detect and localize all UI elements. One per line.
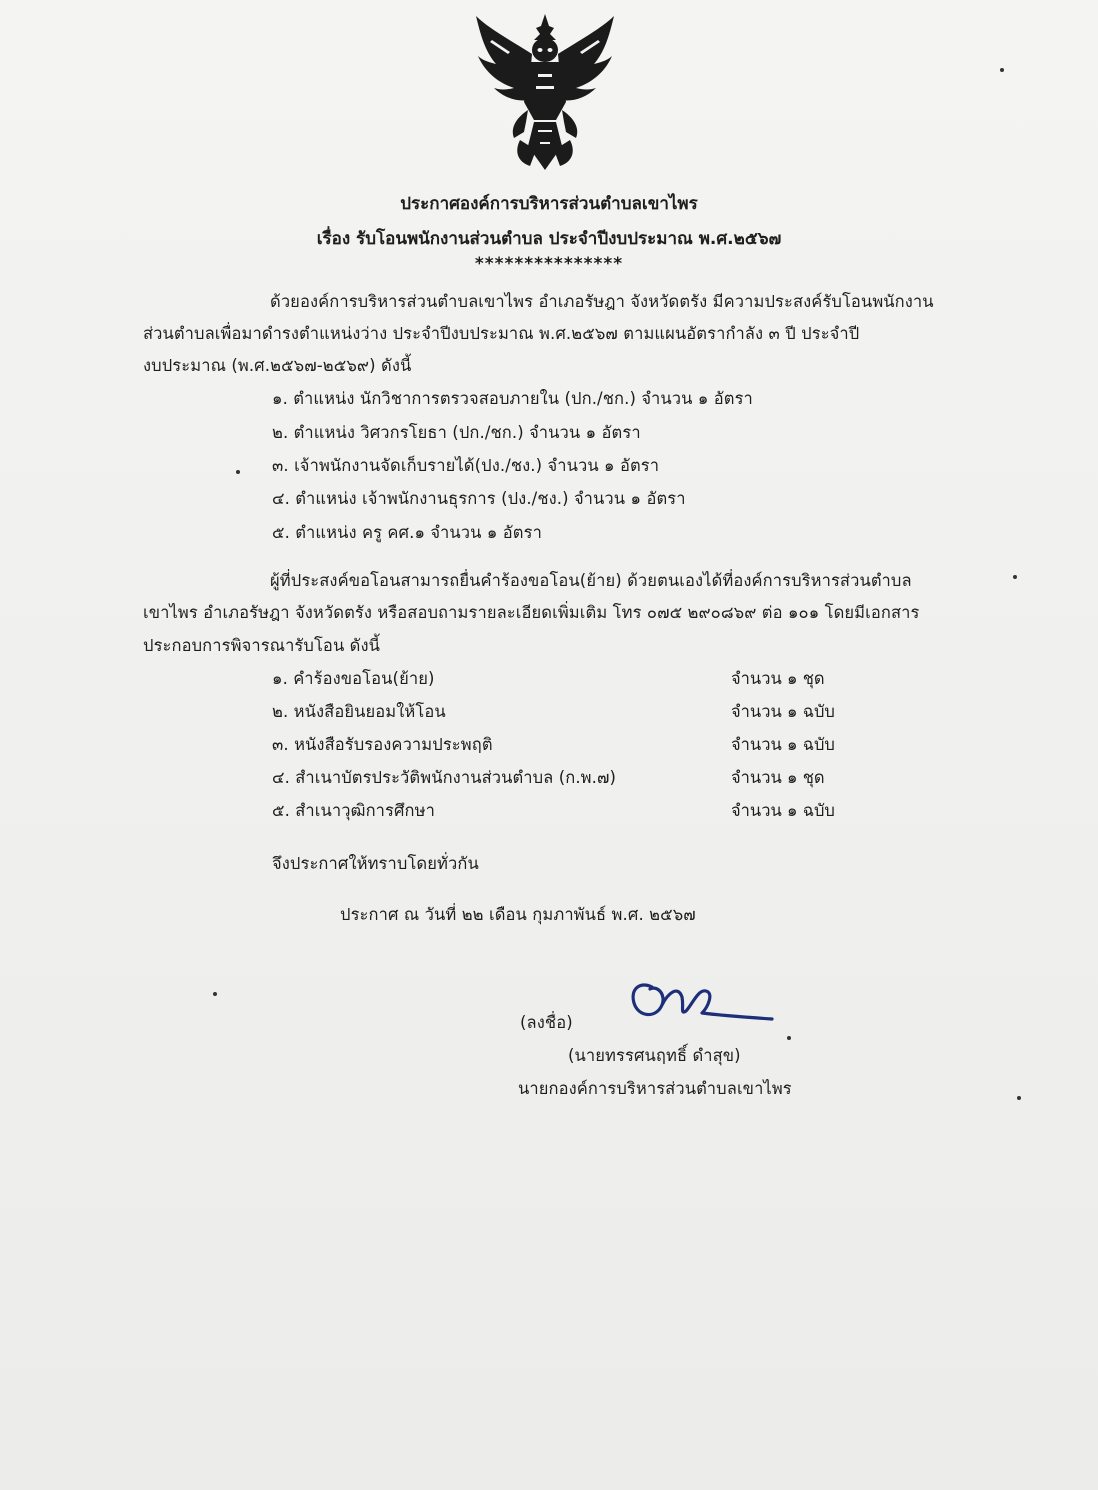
- apply-line-1: ผู้ที่ประสงค์ขอโอนสามารถยื่นคำร้องขอโอน(ย้าย) ด้วยตนเองได้ที่องค์การบริหารส่วนตำบล: [270, 571, 912, 590]
- announcement-subject: เรื่อง รับโอนพนักงานส่วนตำบล ประจำปีงบประมาณ พ.ศ.๒๕๖๗: [316, 229, 782, 249]
- document-item-qty: จำนวน ๑ ฉบับ: [731, 735, 835, 754]
- intro-line-2: ส่วนตำบลเพื่อมาดำรงตำแหน่งว่าง ประจำปีงบประมาณ พ.ศ.๒๕๖๗ ตามแผนอัตรากำลัง ๓ ปี ประจำปี: [143, 324, 860, 343]
- apply-line-3: ประกอบการพิจารณารับโอน ดังนี้: [143, 636, 381, 655]
- apply-line-2: เขาไพร อำเภอรัษฎา จังหวัดตรัง หรือสอบถามรายละเอียดเพิ่มเติม โทร ๐๗๕ ๒๙๐๘๖๙ ต่อ ๑๐๑ โดยมีเอกสาร: [143, 603, 920, 622]
- document-item-name: ๑. คำร้องขอโอน(ย้าย): [272, 669, 435, 688]
- signatory-position: นายกองค์การบริหารส่วนตำบลเขาไพร: [518, 1079, 792, 1098]
- paper-speck: [787, 1036, 791, 1040]
- document-item-qty: จำนวน ๑ ฉบับ: [731, 801, 835, 820]
- announcement-date: ประกาศ ณ วันที่ ๒๒ เดือน กุมภาพันธ์ พ.ศ. ๒๕๖๗: [340, 905, 696, 924]
- paper-speck: [1000, 68, 1004, 72]
- position-item: ๒. ตำแหน่ง วิศวกรโยธา (ปก./ชก.) จำนวน ๑ อัตรา: [272, 423, 641, 442]
- garuda-emblem: [470, 10, 620, 172]
- document-item-name: ๒. หนังสือยินยอมให้โอน: [272, 702, 446, 721]
- intro-line-1: ด้วยองค์การบริหารส่วนตำบลเขาไพร อำเภอรัษฎา จังหวัดตรัง มีความประสงค์รับโอนพนักงาน: [270, 292, 934, 311]
- signature-label: (ลงชื่อ): [520, 1013, 573, 1032]
- handwritten-signature: [622, 975, 782, 1035]
- document-item-name: ๕. สำเนาวุฒิการศึกษา: [272, 801, 435, 820]
- position-item: ๔. ตำแหน่ง เจ้าพนักงานธุรการ (ปง./ชง.) จำนวน ๑ อัตรา: [272, 489, 686, 508]
- closing-statement: จึงประกาศให้ทราบโดยทั่วกัน: [272, 854, 479, 873]
- paper-speck: [1013, 575, 1017, 579]
- signatory-name: (นายทรรศนฤทธิ์ ดำสุข): [568, 1046, 741, 1065]
- paper-speck: [236, 470, 240, 474]
- document-item-qty: จำนวน ๑ ชุด: [731, 669, 825, 688]
- title-divider: ***************: [474, 254, 624, 274]
- document-item-qty: จำนวน ๑ ฉบับ: [731, 702, 835, 721]
- paper-speck: [1017, 1096, 1021, 1100]
- document-item-name: ๔. สำเนาบัตรประวัติพนักงานส่วนตำบล (ก.พ.๗): [272, 768, 617, 787]
- position-item: ๑. ตำแหน่ง นักวิชาการตรวจสอบภายใน (ปก./ชก.) จำนวน ๑ อัตรา: [272, 389, 753, 408]
- intro-line-3: งบประมาณ (พ.ศ.๒๕๖๗-๒๕๖๙) ดังนี้: [143, 356, 412, 375]
- document-item-name: ๓. หนังสือรับรองความประพฤติ: [272, 735, 493, 754]
- position-item: ๓. เจ้าพนักงานจัดเก็บรายได้(ปง./ชง.) จำนวน ๑ อัตรา: [272, 456, 660, 475]
- announcement-title: ประกาศองค์การบริหารส่วนตำบลเขาไพร: [400, 194, 698, 214]
- position-item: ๕. ตำแหน่ง ครู คศ.๑ จำนวน ๑ อัตรา: [272, 523, 542, 542]
- document-item-qty: จำนวน ๑ ชุด: [731, 768, 825, 787]
- paper-speck: [213, 992, 217, 996]
